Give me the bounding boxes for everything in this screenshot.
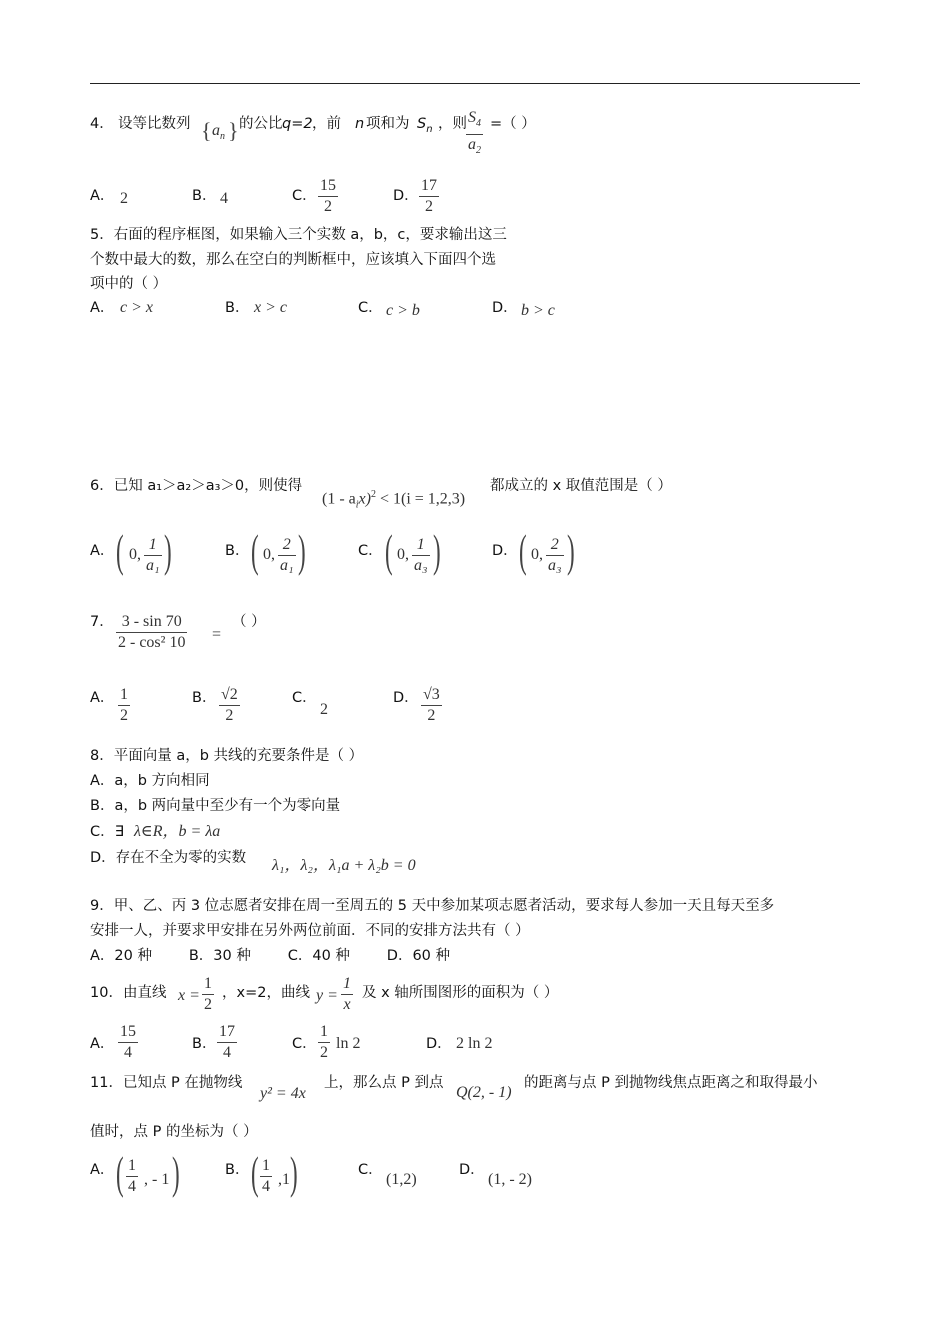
q6-opt-c-zero: 0, — [397, 546, 409, 563]
q7-number: 7． — [90, 614, 114, 630]
q11-opt-a-tail: , - 1 — [144, 1171, 170, 1188]
q10-text-c: 及 x 轴所围图形的面积为（ ） — [362, 985, 559, 1001]
q6-formula: $(1 - a_ix)^2 < 1(i = 1,2,3)$ — [322, 489, 466, 511]
q5-opt-d: b > c — [521, 302, 555, 319]
q6-opt-c-label: C． — [358, 543, 383, 559]
q10-y-eq: y = — [316, 987, 338, 1004]
q11-opt-b-label: B． — [225, 1162, 250, 1178]
q6-opt-d-label: D． — [492, 543, 518, 559]
q6-opt-a-lparen: ( — [116, 525, 124, 576]
q6-opt-d-frac: $\frac{2}{\text{a₃}}$ — [548, 536, 562, 574]
q6-opt-b-rparen: ) — [298, 525, 306, 576]
q6-opt-b-label: B． — [225, 543, 250, 559]
q4-text-d: 项和为 — [366, 116, 410, 132]
q8-opt-d-formula: λ₁，λ₂，λ₁a + λ₂b = 0 — [272, 857, 416, 874]
q6-opt-a-frac: $\frac{1}{\text{a₁}}$ — [146, 536, 160, 574]
q5-opt-a-label: A． — [90, 300, 115, 316]
q4-brace-left: { — [201, 118, 212, 143]
q10-opt-b: $\frac{17}{4}$ — [219, 1023, 235, 1061]
q8-opt-c-label: C．∃ — [90, 824, 124, 840]
q6-opt-b-frac: $\frac{2}{\text{a₁}}$ — [280, 536, 294, 574]
q4-fraction: $\frac{S_4}{a_2}$ — [468, 109, 481, 157]
q10-opt-d-label: D． — [426, 1036, 452, 1052]
q7-opt-c-label: C． — [292, 690, 317, 706]
q8-opt-a: A．a，b 方向相同 — [90, 773, 210, 789]
q4-text-a: 设等比数列 — [118, 116, 191, 132]
q11-point: Q(2, - 1) — [456, 1084, 512, 1101]
q7-opt-a-label: A． — [90, 690, 115, 706]
q5-opt-c-label: C． — [358, 300, 383, 316]
q5-line-2: 个数中最大的数，那么在空白的判断框中，应该填入下面四个选 — [90, 252, 496, 268]
q11-line-2: 值时，点 P 的坐标为（ ） — [90, 1124, 258, 1140]
q4-opt-a-label: A． — [90, 188, 115, 204]
q10-opt-c-tail: ln 2 — [336, 1035, 361, 1052]
q10-opt-c-frac: $\frac{1}{2}$ — [320, 1023, 328, 1061]
q10-text-a: 10．由直线 — [90, 985, 167, 1001]
q6-opt-c-rparen: ) — [433, 525, 441, 576]
q6-opt-a-rparen: ) — [164, 525, 172, 576]
q11-opt-a-frac: $\frac{1}{4}$ — [128, 1157, 136, 1195]
q8-opt-b: B．a，b 两向量中至少有一个为零向量 — [90, 798, 341, 814]
q7-opt-b: $\frac{√2}{2}$ — [221, 686, 238, 724]
q6-opt-c-frac: $\frac{1}{\text{a₃}}$ — [414, 536, 428, 574]
q4-opt-c-label: C． — [292, 188, 317, 204]
q11-opt-b-lparen: ( — [251, 1147, 259, 1198]
q11-opt-d: (1, - 2) — [488, 1171, 532, 1188]
q10-opt-b-label: B． — [192, 1036, 217, 1052]
q11-parabola: y² = 4x — [260, 1085, 306, 1102]
q11-opt-b-frac: $\frac{1}{4}$ — [262, 1157, 270, 1195]
q7-opt-d: $\frac{√3}{2}$ — [423, 686, 440, 724]
q11-opt-c-label: C． — [358, 1162, 383, 1178]
q7-opt-c: 2 — [320, 701, 328, 718]
q4-opt-d: $\frac{17}{2}$ — [421, 177, 437, 215]
q7-equals: = — [212, 626, 222, 643]
q4-brace-right: } — [228, 118, 239, 143]
q4-q: q=2 — [282, 116, 313, 132]
q4-number: 4． — [90, 116, 114, 132]
q7-fraction: $\frac{3 - \sin 70}{\text{2 - cos² 10}}$ — [118, 613, 186, 651]
q5-opt-d-label: D． — [492, 300, 518, 316]
q8-opt-c-formula: λ∈R，b = λa — [134, 823, 221, 840]
q4-S: $S_n$ — [417, 116, 433, 135]
q6-text-b: 都成立的 x 取值范围是（ ） — [490, 478, 672, 494]
q9-line-2: 安排一人，并要求甲安排在另外两位前面．不同的安排方法共有（ ） — [90, 923, 530, 939]
q7-opt-b-label: B． — [192, 690, 217, 706]
q6-opt-d-lparen: ( — [519, 525, 527, 576]
q11-opt-d-label: D． — [459, 1162, 485, 1178]
q4-text-b: 的公比 — [239, 116, 283, 132]
q10-opt-a-label: A． — [90, 1036, 115, 1052]
q11-opt-a-lparen: ( — [116, 1147, 124, 1198]
q11-text-b: 上，那么点 P 到点 — [324, 1075, 444, 1091]
q4-opt-d-label: D． — [393, 188, 419, 204]
q10-opt-a: $\frac{15}{4}$ — [120, 1023, 136, 1061]
q9-options: A．20 种 B．30 种 C．40 种 D．60 种 — [90, 948, 451, 964]
q7-opt-a: $\frac{1}{2}$ — [120, 686, 128, 724]
q11-opt-b-rparen: ) — [290, 1147, 298, 1198]
q7-tail: （ ） — [232, 614, 266, 630]
q6-text-a: 6．已知 a₁＞a₂＞a₃＞0，则使得 — [90, 478, 303, 494]
q4-text-c: ，前 — [312, 116, 341, 132]
q4-n: n — [355, 116, 365, 132]
q10-text-b: ，x=2，曲线 — [222, 985, 310, 1001]
q10-frac-2: $\frac{1}{x}$ — [343, 975, 351, 1013]
q5-opt-b: x > c — [254, 299, 287, 316]
q4-opt-b-label: B． — [192, 188, 217, 204]
q6-opt-d-zero: 0, — [531, 546, 543, 563]
header-rule — [90, 83, 860, 84]
q11-opt-a-rparen: ) — [172, 1147, 180, 1198]
q10-frac-1: $\frac{1}{2}$ — [204, 975, 212, 1013]
q4-opt-c: $\frac{15}{2}$ — [320, 177, 336, 215]
q4-text-f: =（ ） — [490, 116, 536, 132]
q5-line-3: 项中的（ ） — [90, 276, 168, 292]
q6-opt-a-label: A． — [90, 543, 115, 559]
q6-opt-c-lparen: ( — [385, 525, 393, 576]
q11-opt-b-tail: ,1 — [278, 1171, 290, 1188]
q5-opt-c: c > b — [386, 302, 420, 319]
q5-opt-b-label: B． — [225, 300, 250, 316]
q11-text-a: 11．已知点 P 在抛物线 — [90, 1075, 243, 1091]
q10-opt-c-label: C． — [292, 1036, 317, 1052]
q5-line-1: 5．右面的程序框图，如果输入三个实数 a，b，c，要求输出这三 — [90, 227, 507, 243]
q8-stem: 8．平面向量 a，b 共线的充要条件是（ ） — [90, 748, 364, 764]
q11-opt-a-label: A． — [90, 1162, 115, 1178]
q11-text-c: 的距离与点 P 到抛物线焦点距离之和取得最小 — [524, 1075, 818, 1091]
q9-line-1: 9．甲、乙、丙 3 位志愿者安排在周一至周五的 5 天中参加某项志愿者活动，要求每人参加一天且每天至多 — [90, 898, 775, 914]
q6-opt-b-lparen: ( — [251, 525, 259, 576]
q6-opt-a-zero: 0, — [129, 546, 141, 563]
q11-opt-c: (1,2) — [386, 1171, 417, 1188]
q10-opt-d: 2 ln 2 — [456, 1035, 493, 1052]
q7-opt-d-label: D． — [393, 690, 419, 706]
q4-opt-b: 4 — [220, 190, 228, 207]
q4-text-e: ，则 — [438, 116, 467, 132]
q5-opt-a: c > x — [120, 299, 153, 316]
q4-seq: $a_n$ — [212, 122, 225, 143]
q6-opt-b-zero: 0, — [263, 546, 275, 563]
q4-opt-a: 2 — [120, 190, 128, 207]
q6-opt-d-rparen: ) — [567, 525, 575, 576]
q10-x-eq: x = — [178, 987, 200, 1004]
q8-opt-d-label: D．存在不全为零的实数 — [90, 850, 247, 866]
